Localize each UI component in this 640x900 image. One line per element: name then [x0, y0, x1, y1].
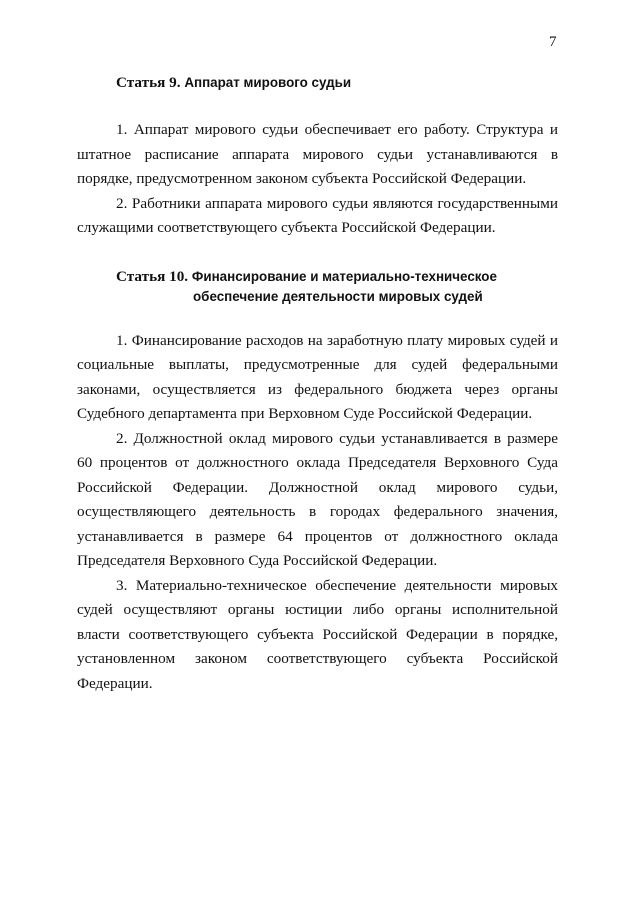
article-10-paragraph-2: 2. Должностной оклад мирового судьи устанавливается в размере 60 процентов от должностного оклада Председателя Верховного Суда Российской Федерации. Должностной оклад мирового судьи, осуществляющего деятельность в городах федерального значения, устанавливается в размере 64 процентов от должностного оклада Председателя Верховного Суда Российской Федерации. — [77, 429, 558, 569]
article-9-prefix: Статья 9. — [116, 74, 181, 91]
page-number: 7 — [549, 34, 557, 50]
article-10-heading — [77, 267, 558, 307]
article-10-paragraph-1: 1. Финансирование расходов на заработную плату мировых судей и социальные выплаты, предусмотренные для судей федеральными законами, осуществляется из федерального бюджета через органы Судебного департамента при Верховном Суде Российской Федерации. — [77, 331, 558, 422]
article-9-title: Аппарат мирового судьи — [184, 75, 352, 90]
article-9-heading — [77, 70, 558, 96]
article-9-paragraph-2: 2. Работники аппарата мирового судьи являются государственными служащими соответствующего субъекта Российской Федерации. — [77, 194, 558, 236]
article-10-paragraph-3: 3. Материально-техническое обеспечение деятельности мировых судей осуществляют органы юстиции либо органы исполнительной власти соответствующего субъекта Российской Федерации в порядке, установленном законом соответствующего субъекта Российской Федерации. — [77, 576, 558, 692]
article-9 — [77, 70, 558, 241]
article-10 — [77, 267, 558, 697]
article-9-paragraph-1: 1. Аппарат мирового судьи обеспечивает его работу. Структура и штатное расписание аппарата мирового судьи устанавливаются в порядке, предусмотренном законом субъекта Российской Федерации. — [77, 121, 558, 187]
article-10-prefix: Статья 10. — [116, 267, 189, 285]
document-body — [77, 70, 558, 696]
article-10-title-line-2: обеспечение деятельности мировых судей — [193, 288, 483, 304]
article-10-title-line-1: Финансирование и материально-техническое — [191, 268, 497, 284]
